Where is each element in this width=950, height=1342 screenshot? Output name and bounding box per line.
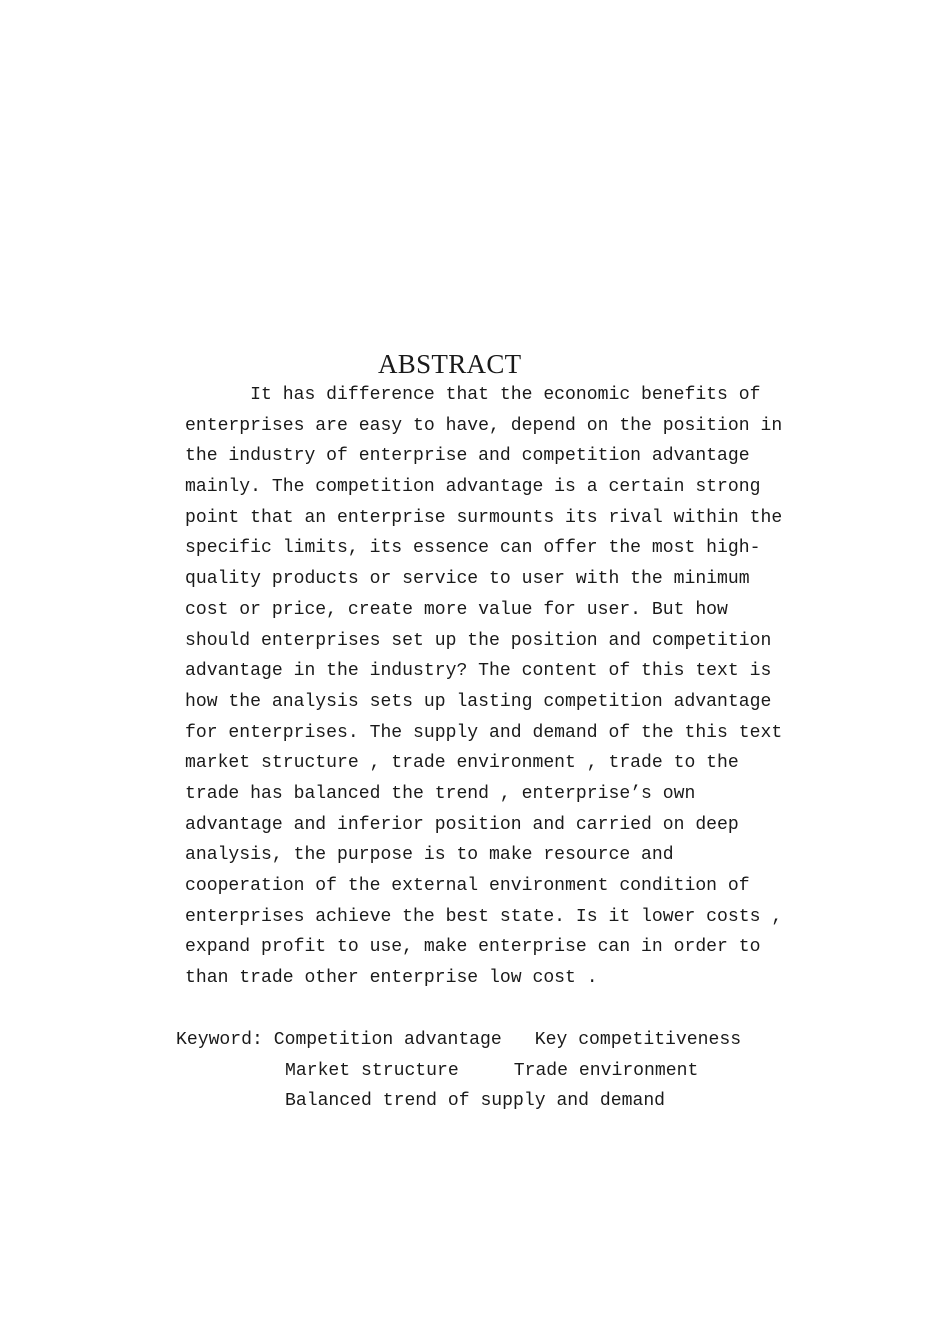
keywords-section: [176, 1025, 816, 1117]
abstract-line: trade has balanced the trend , enterprise’s own: [185, 783, 696, 804]
keywords-row-3: [176, 1086, 816, 1117]
abstract-line: analysis, the purpose is to make resource and: [185, 845, 674, 866]
keyword-item: Trade environment: [513, 1060, 699, 1081]
abstract-line: market structure , trade environment , trade to the: [185, 753, 739, 774]
abstract-line: point that an enterprise surmounts its rival within the: [185, 507, 783, 528]
keyword-item: Competition advantage: [273, 1030, 502, 1050]
abstract-line: It has difference that the economic benefits of: [185, 385, 761, 405]
abstract-line: quality products or service to user with the minimum: [185, 569, 750, 590]
keywords-label: Keyword:: [176, 1030, 274, 1050]
keyword-item: Key competitiveness: [534, 1030, 742, 1050]
abstract-line: cooperation of the external environment condition of: [185, 876, 750, 896]
abstract-title: ABSTRACT: [378, 349, 522, 379]
abstract-line: cost or price, create more value for user. But how: [185, 599, 728, 620]
keyword-item: Market structure: [285, 1060, 459, 1081]
abstract-line: than trade other enterprise low cost .: [185, 968, 598, 989]
abstract-line: the industry of enterprise and competition advantage: [185, 446, 750, 467]
abstract-line: specific limits, its essence can offer the most high-: [185, 538, 761, 559]
abstract-line: expand profit to use, make enterprise can in order to: [185, 937, 761, 958]
abstract-line: enterprises achieve the best state. Is it lower costs ,: [185, 906, 783, 927]
keyword-item: Balanced trend of supply and demand: [285, 1091, 666, 1112]
abstract-line: advantage in the industry? The content of this text is: [185, 661, 772, 682]
abstract-line: advantage and inferior position and carried on deep: [185, 814, 739, 835]
abstract-body: [185, 380, 805, 994]
abstract-line: should enterprises set up the position and competition: [185, 630, 772, 651]
keywords-row-1: [176, 1025, 816, 1056]
abstract-line: for enterprises. The supply and demand of the this text: [185, 722, 783, 743]
abstract-line: mainly. The competition advantage is a certain strong: [185, 477, 761, 498]
abstract-line: how the analysis sets up lasting competition advantage: [185, 691, 772, 712]
keywords-row-2: [176, 1056, 816, 1087]
abstract-line: enterprises are easy to have, depend on the position in: [185, 415, 783, 436]
